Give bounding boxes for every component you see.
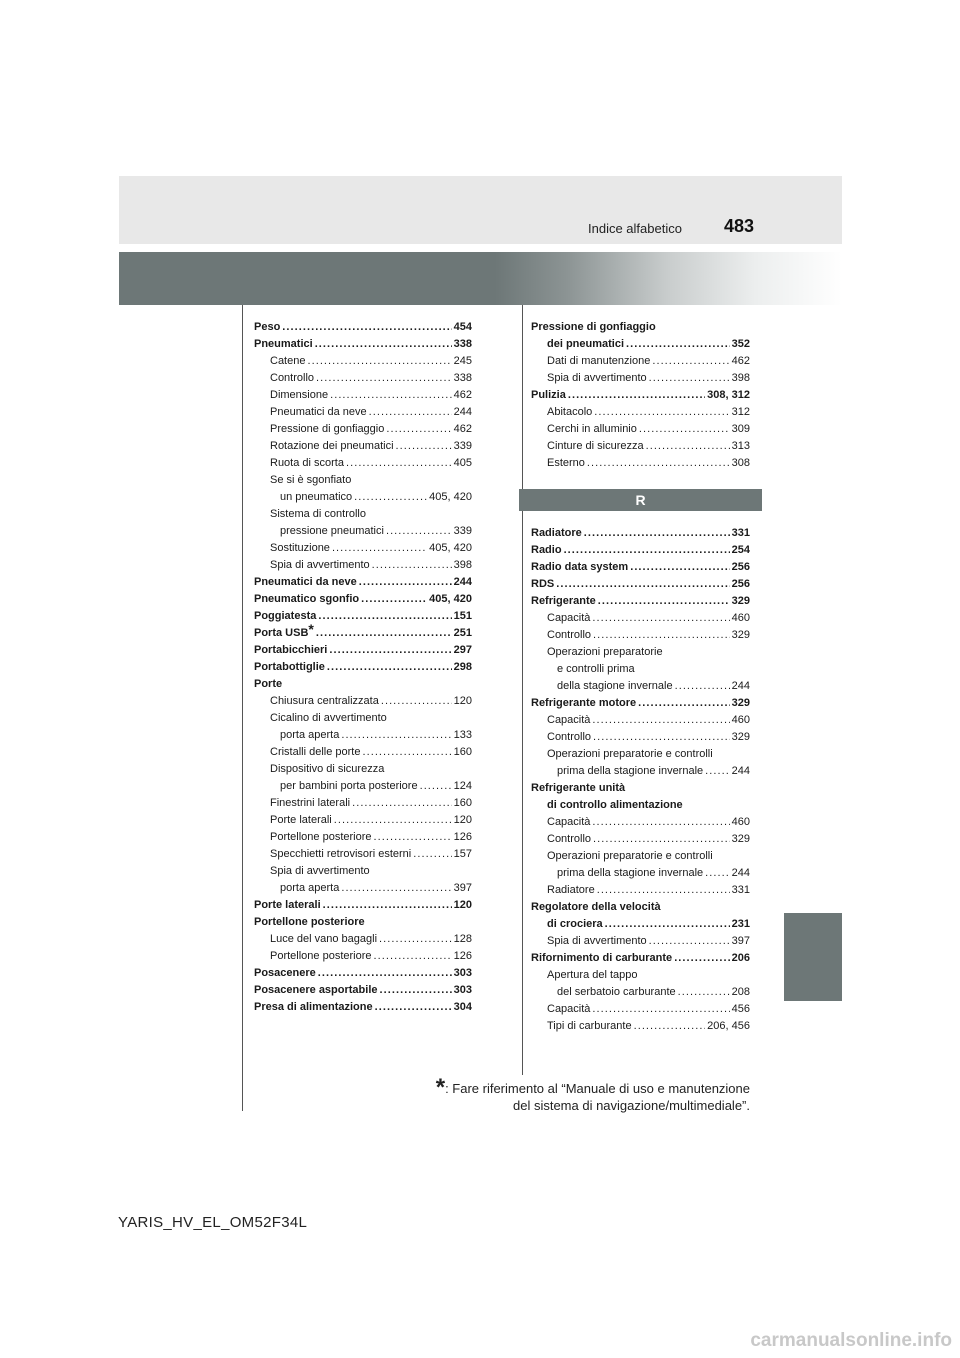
dot-leader — [327, 659, 452, 676]
entry-term: Refrigerante motore — [531, 697, 637, 709]
dot-leader — [705, 763, 729, 780]
entry-page-ref: 120 — [453, 695, 472, 707]
index-entry — [531, 542, 750, 559]
dot-leader — [380, 982, 452, 999]
index-entry — [254, 319, 472, 336]
entry-page-ref: 462 — [453, 423, 472, 435]
entry-page-ref: 462 — [731, 355, 750, 367]
dot-leader — [556, 576, 729, 593]
index-entry — [531, 831, 750, 848]
index-subheading: Operazioni preparatorie — [547, 646, 663, 658]
entry-term: Catene — [270, 355, 306, 367]
dot-leader — [374, 829, 452, 846]
column-rule-middle — [522, 305, 523, 1075]
index-entry — [254, 621, 472, 642]
entry-term: Cerchi in alluminio — [547, 423, 637, 435]
index-entry — [254, 404, 472, 421]
entry-page-ref: 405, 420 — [429, 593, 472, 605]
entry-page-ref: 313 — [731, 440, 750, 452]
index-entry — [531, 814, 750, 831]
watermark-text: carmanualsonline.info — [750, 1330, 952, 1351]
dot-leader — [334, 812, 452, 829]
entry-page-ref: 339 — [453, 525, 472, 537]
document-code: YARIS_HV_EL_OM52F34L — [118, 1214, 308, 1231]
index-entry — [254, 540, 472, 557]
entry-page-ref: 208 — [731, 986, 750, 998]
index-entry — [254, 489, 472, 506]
dot-leader — [352, 795, 452, 812]
dot-leader — [626, 336, 730, 353]
entry-term: un pneumatico — [280, 491, 353, 503]
entry-term: Spia di avvertimento — [547, 372, 647, 384]
entry-term: Spia di avvertimento — [270, 559, 370, 571]
index-entry — [254, 574, 472, 591]
index-entry — [531, 984, 750, 1001]
entry-term: per bambini porta posteriore — [280, 780, 418, 792]
entry-term: Rotazione dei pneumatici — [270, 440, 394, 452]
index-entry — [531, 404, 750, 421]
entry-term: Portabicchieri — [254, 644, 328, 656]
index-entry — [531, 763, 750, 780]
dot-leader — [381, 693, 452, 710]
index-entry — [254, 880, 472, 897]
dot-leader — [584, 525, 730, 542]
entry-term: pressione pneumatici — [280, 525, 384, 537]
entry-page-ref: 331 — [731, 884, 750, 896]
dot-leader — [330, 387, 452, 404]
entry-term: Posacenere asportabile — [254, 984, 378, 996]
entry-term: Luce del vano bagagli — [270, 933, 378, 945]
index-entry — [531, 712, 750, 729]
entry-term: di crociera — [547, 918, 603, 930]
dot-leader — [341, 880, 451, 897]
index-entry — [531, 1018, 750, 1035]
dot-leader — [316, 625, 452, 642]
entry-page-ref: 338 — [453, 338, 472, 350]
index-column-left — [254, 319, 472, 1016]
entry-page-ref: 160 — [453, 746, 472, 758]
index-entry — [254, 931, 472, 948]
entry-term: Portabottiglie — [254, 661, 325, 673]
dot-leader — [593, 831, 730, 848]
dot-leader — [593, 627, 730, 644]
index-entry — [531, 421, 750, 438]
entry-term: Portellone posteriore — [270, 831, 372, 843]
index-entry — [531, 695, 750, 712]
dot-leader — [362, 744, 451, 761]
dot-leader — [646, 438, 730, 455]
index-subheading: Operazioni preparatorie e controlli — [547, 748, 713, 760]
entry-term: Peso — [254, 321, 281, 333]
index-entry — [531, 729, 750, 746]
index-entry — [254, 557, 472, 574]
entry-term: Pneumatici da neve — [254, 576, 357, 588]
index-entry — [254, 421, 472, 438]
index-entry — [254, 846, 472, 863]
entry-page-ref: 312 — [731, 406, 750, 418]
index-entry — [254, 965, 472, 982]
dot-leader — [587, 455, 730, 472]
entry-term: Dimensione — [270, 389, 329, 401]
entry-term: Controllo — [547, 833, 592, 845]
index-subheading: e controlli prima — [557, 663, 635, 675]
entry-term: porta aperta — [280, 882, 340, 894]
entry-term: Porta USB* — [254, 621, 314, 639]
dot-leader — [420, 778, 452, 795]
dot-leader — [568, 387, 705, 404]
entry-page-ref: 329 — [731, 731, 750, 743]
entry-term: Radiatore — [547, 884, 595, 896]
dot-leader — [598, 593, 730, 610]
index-subheading: Sistema di controllo — [270, 508, 366, 520]
dot-leader — [593, 729, 730, 746]
entry-term: Finestrini laterali — [270, 797, 351, 809]
entry-page-ref: 405, 420 — [429, 542, 472, 554]
index-entry — [254, 778, 472, 795]
entry-term: Pneumatico sgonfio — [254, 593, 360, 605]
entry-page-ref: 329 — [731, 629, 750, 641]
index-entry — [531, 950, 750, 967]
entry-page-ref: 331 — [731, 527, 750, 539]
dot-leader — [323, 897, 452, 914]
index-entry — [531, 438, 750, 455]
index-entry — [531, 678, 750, 695]
entry-page-ref: 329 — [731, 697, 750, 709]
entry-page-ref: 251 — [453, 627, 472, 639]
entry-term: Controllo — [270, 372, 315, 384]
entry-term: Poggiatesta — [254, 610, 317, 622]
entry-page-ref: 244 — [453, 406, 472, 418]
dot-leader — [354, 489, 427, 506]
footnote-ref-marker: * — [308, 621, 314, 637]
entry-page-ref: 244 — [453, 576, 472, 588]
entry-page-ref: 231 — [731, 918, 750, 930]
dot-leader — [332, 540, 427, 557]
entry-page-ref: 245 — [453, 355, 472, 367]
entry-page-ref: 244 — [731, 680, 750, 692]
entry-page-ref: 405, 420 — [429, 491, 472, 503]
entry-term: Spia di avvertimento — [547, 935, 647, 947]
page-number: 483 — [724, 216, 755, 236]
entry-page-ref: 308 — [731, 457, 750, 469]
index-subheading: Portellone posteriore — [254, 916, 365, 928]
index-entry — [254, 999, 472, 1016]
entry-term: Portellone posteriore — [270, 950, 372, 962]
dot-leader — [359, 574, 452, 591]
entry-term: Specchietti retrovisori esterni — [270, 848, 412, 860]
index-entry — [254, 523, 472, 540]
index-entry — [531, 336, 750, 353]
entry-page-ref: 308, 312 — [707, 389, 750, 401]
entry-page-ref: 256 — [731, 578, 750, 590]
dot-leader — [375, 999, 452, 1016]
dot-leader — [605, 916, 730, 933]
entry-page-ref: 456 — [731, 1003, 750, 1015]
index-entry — [531, 576, 750, 593]
section-title: Indice alfabetico — [588, 221, 682, 236]
index-entry — [531, 933, 750, 950]
dot-leader — [307, 353, 451, 370]
index-entry — [531, 525, 750, 542]
index-entry — [531, 610, 750, 627]
entry-term: Pneumatici — [254, 338, 313, 350]
index-subheading: Se si è sgonfiato — [270, 474, 352, 486]
entry-page-ref: 303 — [453, 967, 472, 979]
entry-term: prima della stagione invernale — [557, 867, 704, 879]
index-subheading: Pressione di gonfiaggio — [531, 321, 656, 333]
index-subheading: Spia di avvertimento — [270, 865, 370, 877]
index-entry — [254, 744, 472, 761]
index-entry — [531, 1001, 750, 1018]
dot-leader — [592, 610, 729, 627]
index-subheading: Cicalino di avvertimento — [270, 712, 387, 724]
dot-leader — [592, 712, 729, 729]
entry-page-ref: 338 — [453, 372, 472, 384]
index-entry — [254, 438, 472, 455]
dot-leader — [639, 421, 730, 438]
index-entry — [254, 370, 472, 387]
entry-page-ref: 304 — [453, 1001, 472, 1013]
entry-term: RDS — [531, 578, 555, 590]
index-entry — [254, 642, 472, 659]
index-entry — [531, 353, 750, 370]
entry-term: Pressione di gonfiaggio — [270, 423, 385, 435]
index-subheading: Regolatore della velocità — [531, 901, 661, 913]
footnote-marker: * — [435, 1074, 446, 1101]
dot-leader — [594, 404, 729, 421]
index-entry — [254, 608, 472, 625]
entry-term: Tipi di carburante — [547, 1020, 632, 1032]
dot-leader — [372, 557, 452, 574]
entry-term: Chiusura centralizzata — [270, 695, 379, 707]
entry-page-ref: 157 — [453, 848, 472, 860]
dot-leader — [564, 542, 730, 559]
entry-term: Cinture di sicurezza — [547, 440, 644, 452]
index-entry — [254, 387, 472, 404]
entry-term: Pneumatici da neve — [270, 406, 367, 418]
entry-term: Controllo — [547, 731, 592, 743]
entry-page-ref: 254 — [731, 544, 750, 556]
index-entry — [254, 829, 472, 846]
dot-leader — [361, 591, 427, 608]
entry-term: Porte laterali — [254, 899, 321, 911]
entry-page-ref: 398 — [731, 372, 750, 384]
dot-leader — [346, 455, 452, 472]
entry-page-ref: 160 — [453, 797, 472, 809]
entry-page-ref: 151 — [453, 610, 472, 622]
index-entry — [254, 353, 472, 370]
index-entry — [254, 727, 472, 744]
index-entry — [254, 693, 472, 710]
index-entry — [254, 897, 472, 914]
entry-page-ref: 329 — [731, 833, 750, 845]
index-subheading: Dispositivo di sicurezza — [270, 763, 385, 775]
entry-page-ref: 398 — [453, 559, 472, 571]
letter-heading: R — [519, 489, 762, 511]
dot-leader — [379, 931, 452, 948]
entry-page-ref: 329 — [731, 595, 750, 607]
entry-page-ref: 309 — [731, 423, 750, 435]
entry-term: Refrigerante — [531, 595, 596, 607]
entry-term: Capacità — [547, 612, 591, 624]
entry-page-ref: 133 — [453, 729, 472, 741]
entry-term: Esterno — [547, 457, 585, 469]
entry-page-ref: 462 — [453, 389, 472, 401]
footnote — [435, 1074, 750, 1114]
dot-leader — [396, 438, 452, 455]
column-rule-left — [242, 305, 243, 1111]
entry-term: Capacità — [547, 1003, 591, 1015]
dot-leader — [634, 1018, 706, 1035]
entry-page-ref: 460 — [731, 714, 750, 726]
index-entry — [531, 559, 750, 576]
dot-leader — [652, 353, 729, 370]
entry-page-ref: 460 — [731, 612, 750, 624]
entry-page-ref: 124 — [453, 780, 472, 792]
entry-page-ref: 120 — [453, 814, 472, 826]
entry-term: Capacità — [547, 714, 591, 726]
index-entry — [531, 387, 750, 404]
entry-term: porta aperta — [280, 729, 340, 741]
entry-page-ref: 126 — [453, 831, 472, 843]
entry-page-ref: 297 — [453, 644, 472, 656]
index-entry — [254, 795, 472, 812]
dot-leader — [413, 846, 451, 863]
entry-page-ref: 244 — [731, 765, 750, 777]
dot-leader — [341, 727, 451, 744]
dot-leader — [316, 370, 452, 387]
index-entry — [254, 591, 472, 608]
dot-leader — [386, 421, 451, 438]
footnote-line-1: : Fare riferimento al “Manuale di uso e manutenzione — [445, 1081, 750, 1096]
entry-term: Sostituzione — [270, 542, 330, 554]
dot-leader — [282, 319, 451, 336]
dot-leader — [329, 642, 451, 659]
index-entry — [254, 455, 472, 472]
entry-page-ref: 206, 456 — [707, 1020, 750, 1032]
entry-term: Radio data system — [531, 561, 629, 573]
entry-term: Capacità — [547, 816, 591, 828]
dot-leader — [630, 559, 729, 576]
index-subheading: Porte — [254, 678, 283, 690]
entry-term: Porte laterali — [270, 814, 332, 826]
entry-page-ref: 303 — [453, 984, 472, 996]
index-entry — [254, 659, 472, 676]
entry-page-ref: 405 — [453, 457, 472, 469]
index-entry — [254, 812, 472, 829]
index-entry — [531, 593, 750, 610]
dot-leader — [597, 882, 730, 899]
entry-term: Dati di manutenzione — [547, 355, 651, 367]
entry-term: della stagione invernale — [557, 680, 673, 692]
dot-leader — [678, 984, 730, 1001]
entry-term: Presa di alimentazione — [254, 1001, 373, 1013]
entry-page-ref: 454 — [453, 321, 472, 333]
dot-leader — [369, 404, 452, 421]
entry-term: Abitacolo — [547, 406, 593, 418]
entry-term: del serbatoio carburante — [557, 986, 676, 998]
dot-leader — [592, 1001, 729, 1018]
entry-page-ref: 128 — [453, 933, 472, 945]
dot-leader — [315, 336, 452, 353]
index-subheading: di controllo alimentazione — [547, 799, 683, 811]
entry-page-ref: 397 — [731, 935, 750, 947]
index-entry — [254, 948, 472, 965]
entry-term: prima della stagione invernale — [557, 765, 704, 777]
entry-page-ref: 397 — [453, 882, 472, 894]
entry-term: Cristalli delle porte — [270, 746, 361, 758]
index-column-right — [531, 319, 750, 1035]
index-subheading: Refrigerante unità — [531, 782, 626, 794]
entry-page-ref: 206 — [731, 952, 750, 964]
entry-page-ref: 339 — [453, 440, 472, 452]
index-entry — [531, 865, 750, 882]
index-entry — [531, 627, 750, 644]
entry-page-ref: 126 — [453, 950, 472, 962]
dot-leader — [592, 814, 729, 831]
dot-leader — [649, 933, 730, 950]
entry-page-ref: 120 — [453, 899, 472, 911]
dot-leader — [386, 523, 452, 540]
index-entry — [531, 882, 750, 899]
entry-page-ref: 256 — [731, 561, 750, 573]
dot-leader — [705, 865, 729, 882]
dot-leader — [374, 948, 452, 965]
entry-term: Pulizia — [531, 389, 566, 401]
entry-term: Controllo — [547, 629, 592, 641]
entry-page-ref: 460 — [731, 816, 750, 828]
dot-leader — [675, 678, 730, 695]
entry-term: Posacenere — [254, 967, 316, 979]
index-subheading: Operazioni preparatorie e controlli — [547, 850, 713, 862]
index-entry — [531, 916, 750, 933]
index-entry — [254, 982, 472, 999]
dot-leader — [649, 370, 730, 387]
footnote-line-2: del sistema di navigazione/multimediale”. — [512, 1098, 750, 1113]
entry-term: dei pneumatici — [547, 338, 625, 350]
entry-page-ref: 244 — [731, 867, 750, 879]
index-entry — [531, 370, 750, 387]
entry-term: Rifornimento di carburante — [531, 952, 673, 964]
entry-term: Radio — [531, 544, 562, 556]
entry-page-ref: 298 — [453, 661, 472, 673]
entry-term: Ruota di scorta — [270, 457, 344, 469]
decorative-gradient-bar — [119, 252, 842, 305]
index-subheading: Apertura del tappo — [547, 969, 638, 981]
entry-page-ref: 352 — [731, 338, 750, 350]
dot-leader — [638, 695, 730, 712]
dot-leader — [318, 608, 451, 625]
index-entry — [531, 455, 750, 472]
entry-term: Radiatore — [531, 527, 582, 539]
dot-leader — [318, 965, 452, 982]
index-entry — [254, 336, 472, 353]
dot-leader — [674, 950, 729, 967]
chapter-side-tab — [784, 913, 842, 1001]
